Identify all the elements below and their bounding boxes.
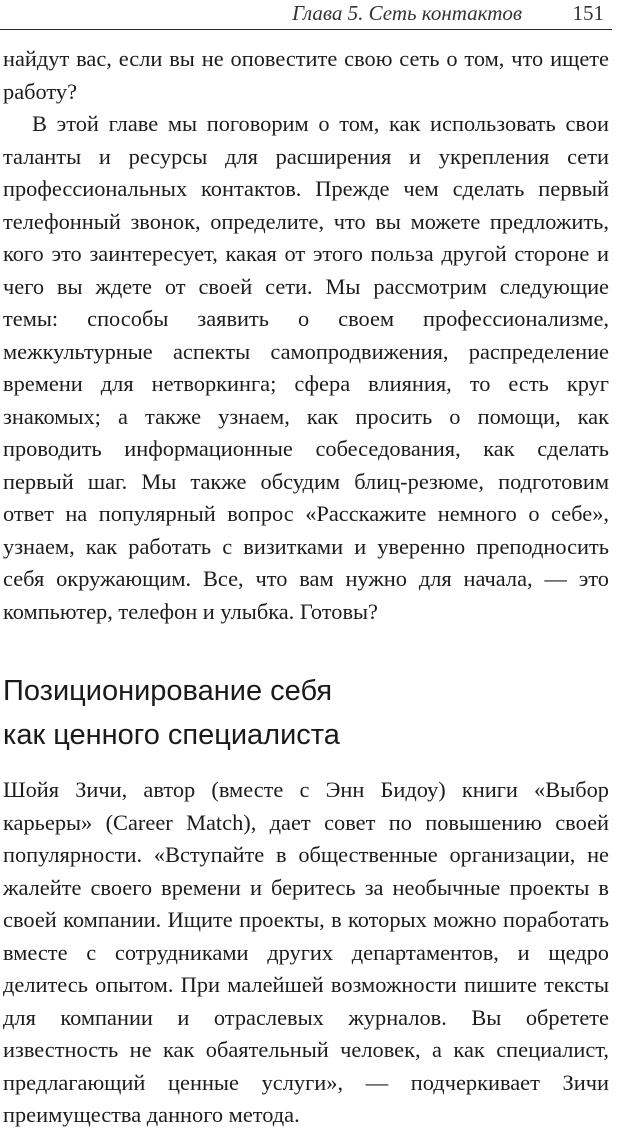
section-heading [3, 669, 609, 757]
page-number: 151 [572, 1, 604, 25]
body-text [3, 43, 609, 1132]
header-rule [0, 29, 612, 30]
paragraph-zichi-advice: Шойя Зичи, автор (вместе с Энн Бидоу) книги «Выбор карьеры» (Career Match), дает совет по повышению своей популярности. «Вступайте в общественные организации, не жалейте своего времени и беритесь за необычные проекты в своей компании. Ищите проекты, в которых можно поработать вместе с сотрудниками других департаментов, и щедро делитесь опытом. При малейшей возможности пишите тексты для компании и отраслевых журналов. Вы обретете известность не как обаятельный человек, а как специалист, предлагающий ценные услуги», — подчеркивает Зичи преимущества данного метода. [3, 777, 609, 1127]
paragraph-chapter-overview: В этой главе мы поговорим о том, как использовать свои таланты и ресурсы для расширения и укрепления сети профессиональных контактов. Прежде чем сделать первый телефонный звонок, определите, что вы можете предложить, кого это заинтересует, какая от этого польза другой стороне и чего вы ждете от своей сети. Мы рассмотрим следующие темы: способы заявить о своем профессионализме, межкультурные аспекты самопродвижения, распределение времени для нетворкинга; сфера влияния, то есть круг знакомых; а также узнаем, как просить о помощи, как проводить информационные собеседования, как сделать первый шаг. Мы также обсудим блиц-резюме, подготовим ответ на популярный вопрос «Расскажите немного о себе», узнаем, как работать с визитками и уверенно преподносить себя окружающим. Все, что вам нужно для начала, — это компьютер, телефон и улыбка. Готовы? [3, 111, 609, 624]
section-heading-line-2: как ценного специалиста [3, 719, 340, 751]
section-heading-line-1: Позиционирование себя [3, 675, 333, 707]
running-title: Глава 5. Сеть контактов [292, 1, 522, 25]
running-head [0, 0, 612, 30]
paragraph-continuation: найдут вас, если вы не оповестите свою сеть о том, что ищете работу? [3, 46, 609, 104]
